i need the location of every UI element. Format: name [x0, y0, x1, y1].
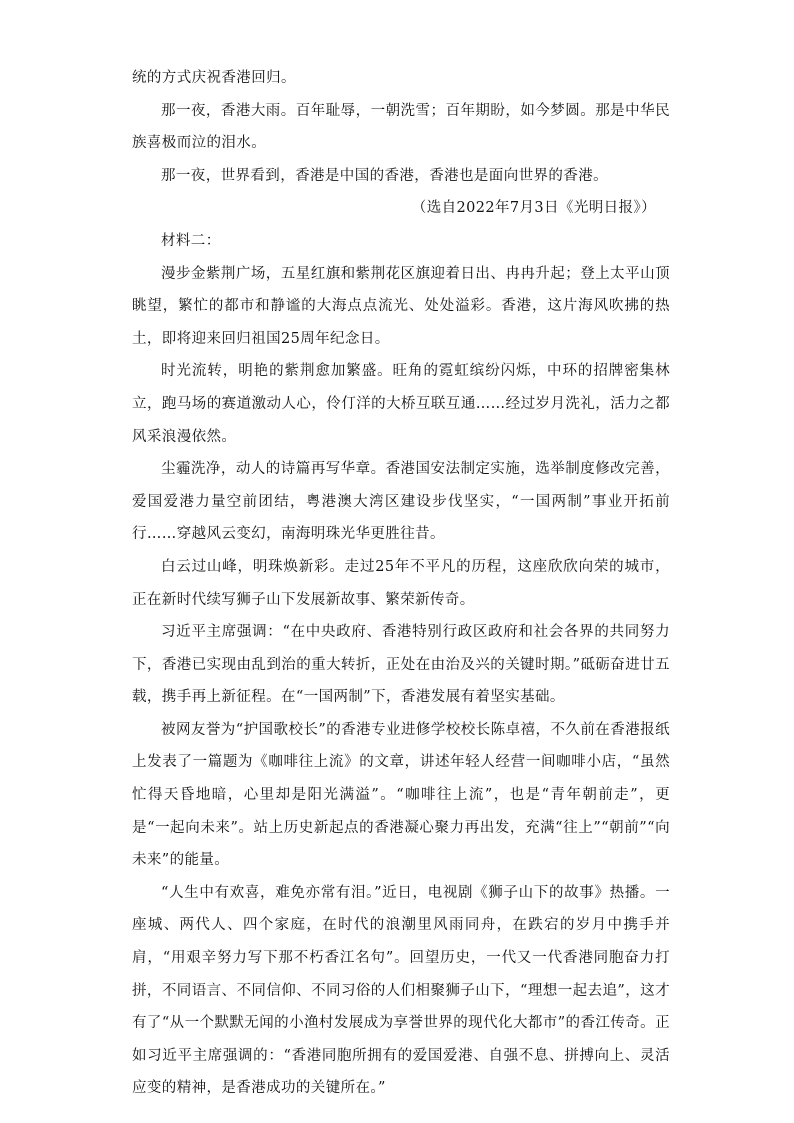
paragraph: 习近平主席强调：“在中央政府、香港特别行政区政府和社会各界的共同努力下，香港已实现由乱到治的重大转折，正处在由治及兴的关键时期。”砥砺奋进廿五载，携手再上新征程。在“一国两制”下，香港发展有着坚实基础。: [132, 624, 670, 706]
paragraph: 那一夜，香港大雨。百年耻辱，一朝洗雪；百年期盼，如今梦圆。那是中华民族喜极而泣的泪水。: [132, 102, 670, 152]
paragraph: 尘霾洗净，动人的诗篇再写华章。香港国安法制定实施，选举制度修改完善，爱国爱港力量空前团结，粤港澳大湾区建设步伐坚实，“一国两制”事业开拓前行……穿越风云变幻，南海明珠光华更胜往昔。: [132, 461, 670, 543]
section-label: 材料二：: [161, 232, 221, 249]
paragraph: 漫步金紫荆广场，五星红旗和紫荆花区旗迎着日出、冉冉升起；登上太平山顶眺望，繁忙的都市和静谧的大海点点流光、处处溢彩。香港，这片海风吹拂的热土，即将迎来回归祖国25周年纪念日。: [132, 265, 670, 347]
paragraph: 被网友誉为“护国歌校长”的香港专业进修学校校长陈卓禧，不久前在香港报纸上发表了一篇题为《咖啡往上流》的文章，讲述年轻人经营一间咖啡小店，“虽然忙得天昏地暗，心里却是阳光满溢”。“咖啡往上流”，也是“青年朝前走”，更是“一起向未来”。站上历史新起点的香港凝心聚力再出发，充满“往上”“朝前”“向未来”的能量。: [132, 721, 670, 869]
paragraph: 白云过山峰，明珠焕新彩。走过25年不平凡的历程，这座欣欣向荣的城市，正在新时代续写狮子山下发展新故事、繁荣新传奇。: [132, 558, 670, 608]
article-body: [132, 62, 670, 1105]
paragraph-continuation: 统的方式庆祝香港回归。: [132, 70, 296, 86]
source-citation: （选自2022年7月3日《光明日报》）: [411, 200, 656, 217]
paragraph: 时光流转，明艳的紫荆愈加繁盛。旺角的霓虹缤纷闪烁，中环的招牌密集林立，跑马场的赛道激动人心，伶仃洋的大桥互联互通……经过岁月洗礼，活力之都风采浪漫依然。: [132, 363, 670, 445]
paragraph: “人生中有欢喜，难免亦常有泪。”近日，电视剧《狮子山下的故事》热播。一座城、两代人、四个家庭，在时代的浪潮里风雨同舟，在跌宕的岁月中携手并肩，“用艰辛努力写下那不朽香江名句”。回望历史，一代又一代香港同胞奋力打拼，不同语言、不同信仰、不同习俗的人们相聚狮子山下，“理想一起去追”，这才有了“从一个默默无闻的小渔村发展成为享誉世界的现代化大都市”的香江传奇。正如习近平主席强调的：“香港同胞所拥有的爱国爱港、自强不息、拼搏向上、灵活应变的精神，是香港成功的关键所在。”: [132, 884, 670, 1097]
paragraph: 那一夜，世界看到，香港是中国的香港，香港也是面向世界的香港。: [161, 167, 608, 184]
